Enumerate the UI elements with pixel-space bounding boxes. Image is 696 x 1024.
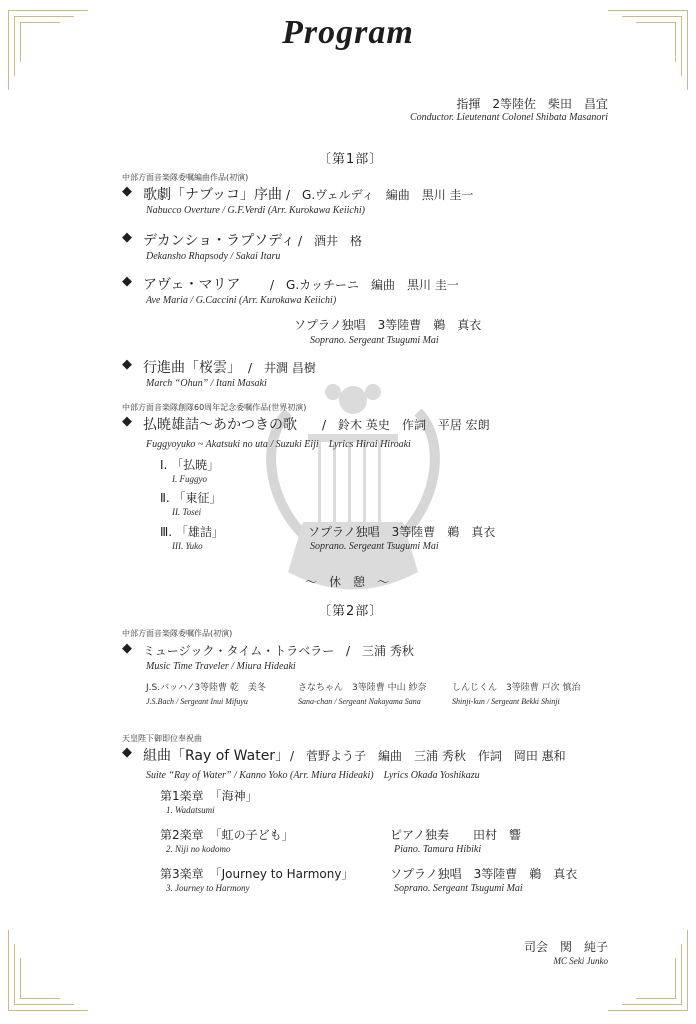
program-credit-jp: / 鈴木 英史 作詞 平居 宏朗 [322,418,490,432]
diamond-bullet-icon: ◆ [122,274,132,289]
movement-jp: 第3楽章 「Journey to Harmony」 [160,867,354,881]
movement-jp: 第2楽章 「虹の子ども」 [160,828,294,842]
item-note: 中部方面音楽隊委嘱作品(初演) [122,629,233,638]
conductor-jp: 指揮 2等陸佐 柴田 昌宜 [456,97,608,111]
program-credit-jp: / 三浦 秀秋 [346,644,414,658]
page-title: Program [282,14,414,51]
program-credit-jp: / G.ヴェルディ 編曲 黒川 圭一 [286,188,474,202]
conductor-en: Conductor. Lieutenant Colonel Shibata Masanori [409,112,608,123]
program-credit-jp: / 酒井 格 [298,234,363,248]
movement-en: 2. Niji no kodomo [166,844,231,854]
soloist-en: Piano. Tamura Hibiki [394,844,482,855]
diamond-bullet-icon: ◆ [122,357,132,372]
diamond-bullet-icon: ◆ [122,230,132,245]
movement-en: 3. Journey to Harmony [166,883,250,893]
program-title-en: Dekansho Rhapsody / Sakai Itaru [146,251,281,262]
program-title-en: Fuggyoyuko ~ Akatsuki no uta / Suzuki Eiji Lyrics Hirai Hiroaki [146,439,411,450]
feature-en: Sana-chan / Sergeant Nakayama Sana [298,697,421,706]
program-title-en: March “Ohun” / Itani Masaki [146,378,267,389]
program-title-jp: 歌劇「ナブッコ」序曲 [143,187,283,203]
program-title-jp: ミュージック・タイム・トラベラー [143,644,335,658]
program-credit-jp: / 井澗 昌樹 [248,361,316,375]
diamond-bullet-icon: ◆ [122,414,132,429]
program-title-en: Nabucco Overture / G.F.Verdi (Arr. Kurokawa Keiichi) [146,205,365,216]
soloist-en: Soprano. Sergeant Tsugumi Mai [310,541,439,552]
program-title-en: Suite “Ray of Water” / Kanno Yoko (Arr. Miura Hideaki) Lyrics Okada Yoshikazu [146,770,480,781]
movement-en: III. Yuko [172,541,203,551]
program-title-jp: 払暁雄詰～あかつきの歌 [143,417,297,433]
diamond-bullet-icon: ◆ [122,641,132,656]
program-credit-jp: / 菅野よう子 編曲 三浦 秀秋 作詞 岡田 惠和 [290,749,566,763]
program-title-jp: 行進曲「桜雲」 [143,360,241,376]
program-title-en: Music Time Traveler / Miura Hideaki [146,661,296,672]
soloist-jp: ソプラノ独唱 3等陸曹 鵜 真衣 [308,525,496,539]
program-title-en: Ave Maria / G.Caccini (Arr. Kurokawa Keiichi) [146,295,337,306]
movement-jp: Ⅱ. 「東征」 [160,491,222,505]
soloist-en: Soprano. Sergeant Tsugumi Mai [394,883,523,894]
feature-en: Shinji-kun / Sergeant Bekki Shinji [452,697,560,706]
soloist-jp: ソプラノ独唱 3等陸曹 鵜 真衣 [390,867,578,881]
program-title-jp: アヴェ・マリア [143,277,241,293]
mc-en: MC Seki Junko [553,956,608,966]
item-note: 天皇陛下御即位奉祝曲 [122,734,202,743]
movement-jp: Ⅰ. 「払暁」 [160,458,220,472]
part1-heading: 〔第1部〕 [318,152,384,167]
soloist-jp: ピアノ独奏 田村 響 [390,828,522,842]
feature-jp: J.S.バッハ ⁄ 3等陸曹 乾 美冬 [146,683,266,693]
movement-en: I. Fuggyo [172,474,207,484]
movement-en: II. Tosei [172,507,202,517]
movement-en: 1. Wadatsumi [166,805,215,815]
program-credit-jp: / G.カッチーニ 編曲 黒川 圭一 [270,278,459,292]
feature-jp: しんじくん 3等陸曹 戸次 慎治 [452,683,581,693]
soloist-jp: ソプラノ独唱 3等陸曹 鵜 真衣 [294,318,482,332]
item-note: 中部方面音楽隊創隊60周年記念委嘱作品(世界初演) [122,403,307,412]
movement-jp: 第1楽章 「海神」 [160,789,258,803]
movement-jp: Ⅲ. 「雄詰」 [160,525,224,539]
intermission: ～ 休 憩 ～ [305,575,390,589]
feature-en: J.S.Bach / Sergeant Inui Mifuyu [146,697,248,706]
program-title-jp: 組曲「Ray of Water」 [143,748,290,764]
part2-heading: 〔第2部〕 [318,604,384,619]
mc-jp: 司会 関 純子 [523,940,608,954]
feature-jp: さなちゃん 3等陸曹 中山 紗奈 [298,683,427,693]
diamond-bullet-icon: ◆ [122,184,132,199]
soloist-en: Soprano. Sergeant Tsugumi Mai [310,335,439,346]
diamond-bullet-icon: ◆ [122,745,132,760]
program-title-jp: デカンショ・ラプソディ [143,233,295,249]
item-note: 中部方面音楽隊委嘱編曲作品(初演) [122,173,249,182]
